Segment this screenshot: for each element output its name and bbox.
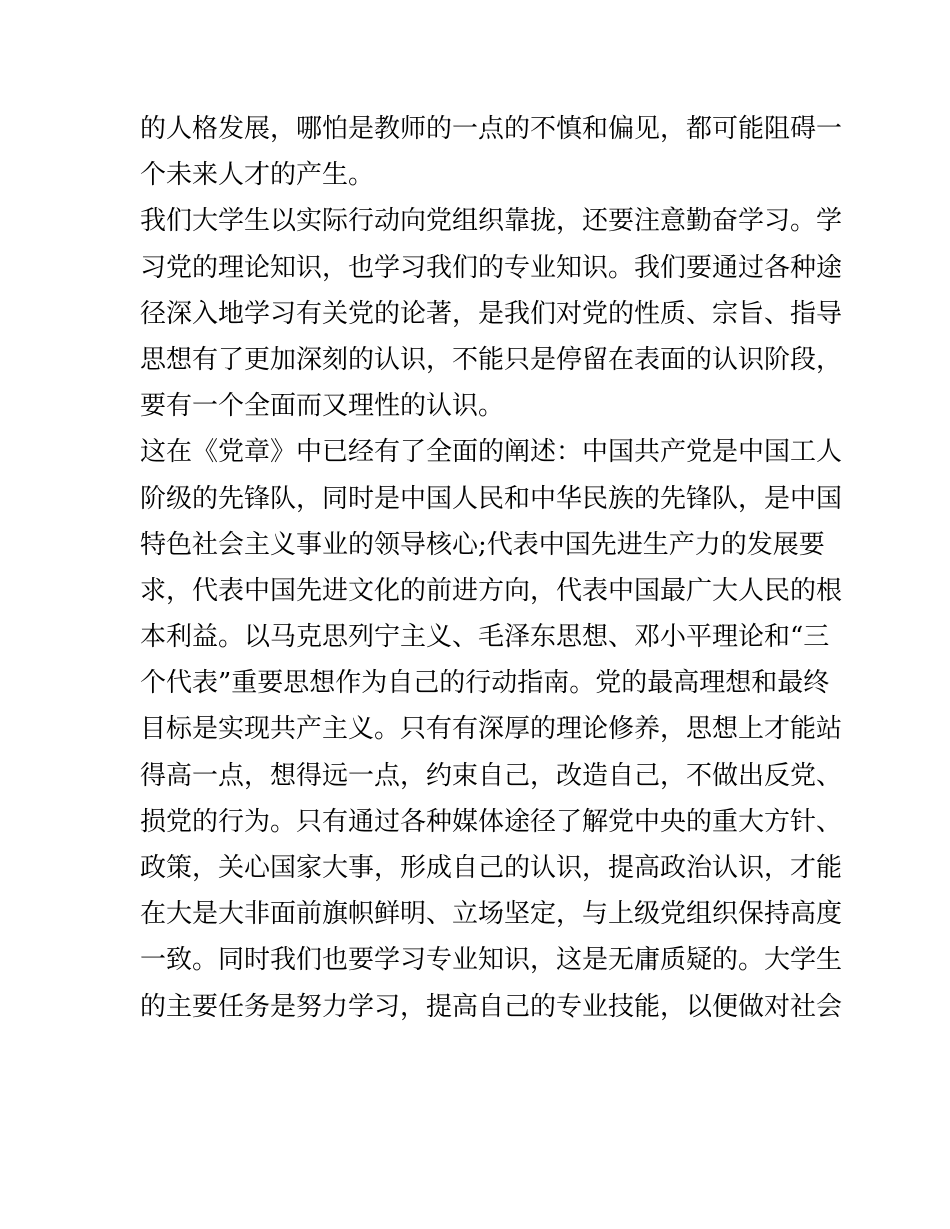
text-line: 习党的理论知识，也学习我们的专业知识。我们要通过各种途 [140, 252, 843, 283]
text-line: 思想有了更加深刻的认识，不能只是停留在表面的认识阶段， [140, 344, 843, 375]
text-line: 个未来人才的产生。 [140, 160, 375, 191]
text-line: 一致。同时我们也要学习专业知识，这是无庸质疑的。大学生 [140, 945, 843, 976]
text-line: 这在《党章》中已经有了全面的阐述：中国共产党是中国工人 [140, 437, 843, 468]
text-line: 本利益。以马克思列宁主义、毛泽东思想、邓小平理论和“三 [140, 622, 830, 653]
text-line: 求，代表中国先进文化的前进方向，代表中国最广大人民的根 [140, 575, 843, 606]
text-line: 的主要任务是努力学习，提高自己的专业技能，以便做对社会 [140, 991, 843, 1022]
text-line: 径深入地学习有关党的论著，是我们对党的性质、宗旨、指导 [140, 298, 843, 329]
body-text [140, 106, 843, 1030]
text-line: 个代表”重要思想作为自己的行动指南。党的最高理想和最终 [140, 668, 830, 699]
text-line: 在大是大非面前旗帜鲜明、立场坚定，与上级党组织保持高度 [140, 899, 843, 930]
text-line: 目标是实现共产主义。只有有深厚的理论修养，思想上才能站 [140, 714, 843, 745]
text-line: 损党的行为。只有通过各种媒体途径了解党中央的重大方针、 [140, 806, 843, 837]
text-line: 阶级的先锋队，同时是中国人民和中华民族的先锋队，是中国 [140, 483, 843, 514]
text-line: 要有一个全面而又理性的认识。 [140, 391, 505, 422]
text-line: 得高一点，想得远一点，约束自己，改造自己，不做出反党、 [140, 760, 843, 791]
text-line: 特色社会主义事业的领导核心;代表中国先进生产力的发展要 [140, 529, 825, 560]
text-line: 政策，关心国家大事，形成自己的认识，提高政治认识，才能 [140, 853, 843, 883]
text-line: 我们大学生以实际行动向党组织靠拢，还要注意勤奋学习。学 [140, 206, 843, 237]
text-line: 的人格发展，哪怕是教师的一点的不慎和偏见，都可能阻碍一 [140, 114, 843, 144]
